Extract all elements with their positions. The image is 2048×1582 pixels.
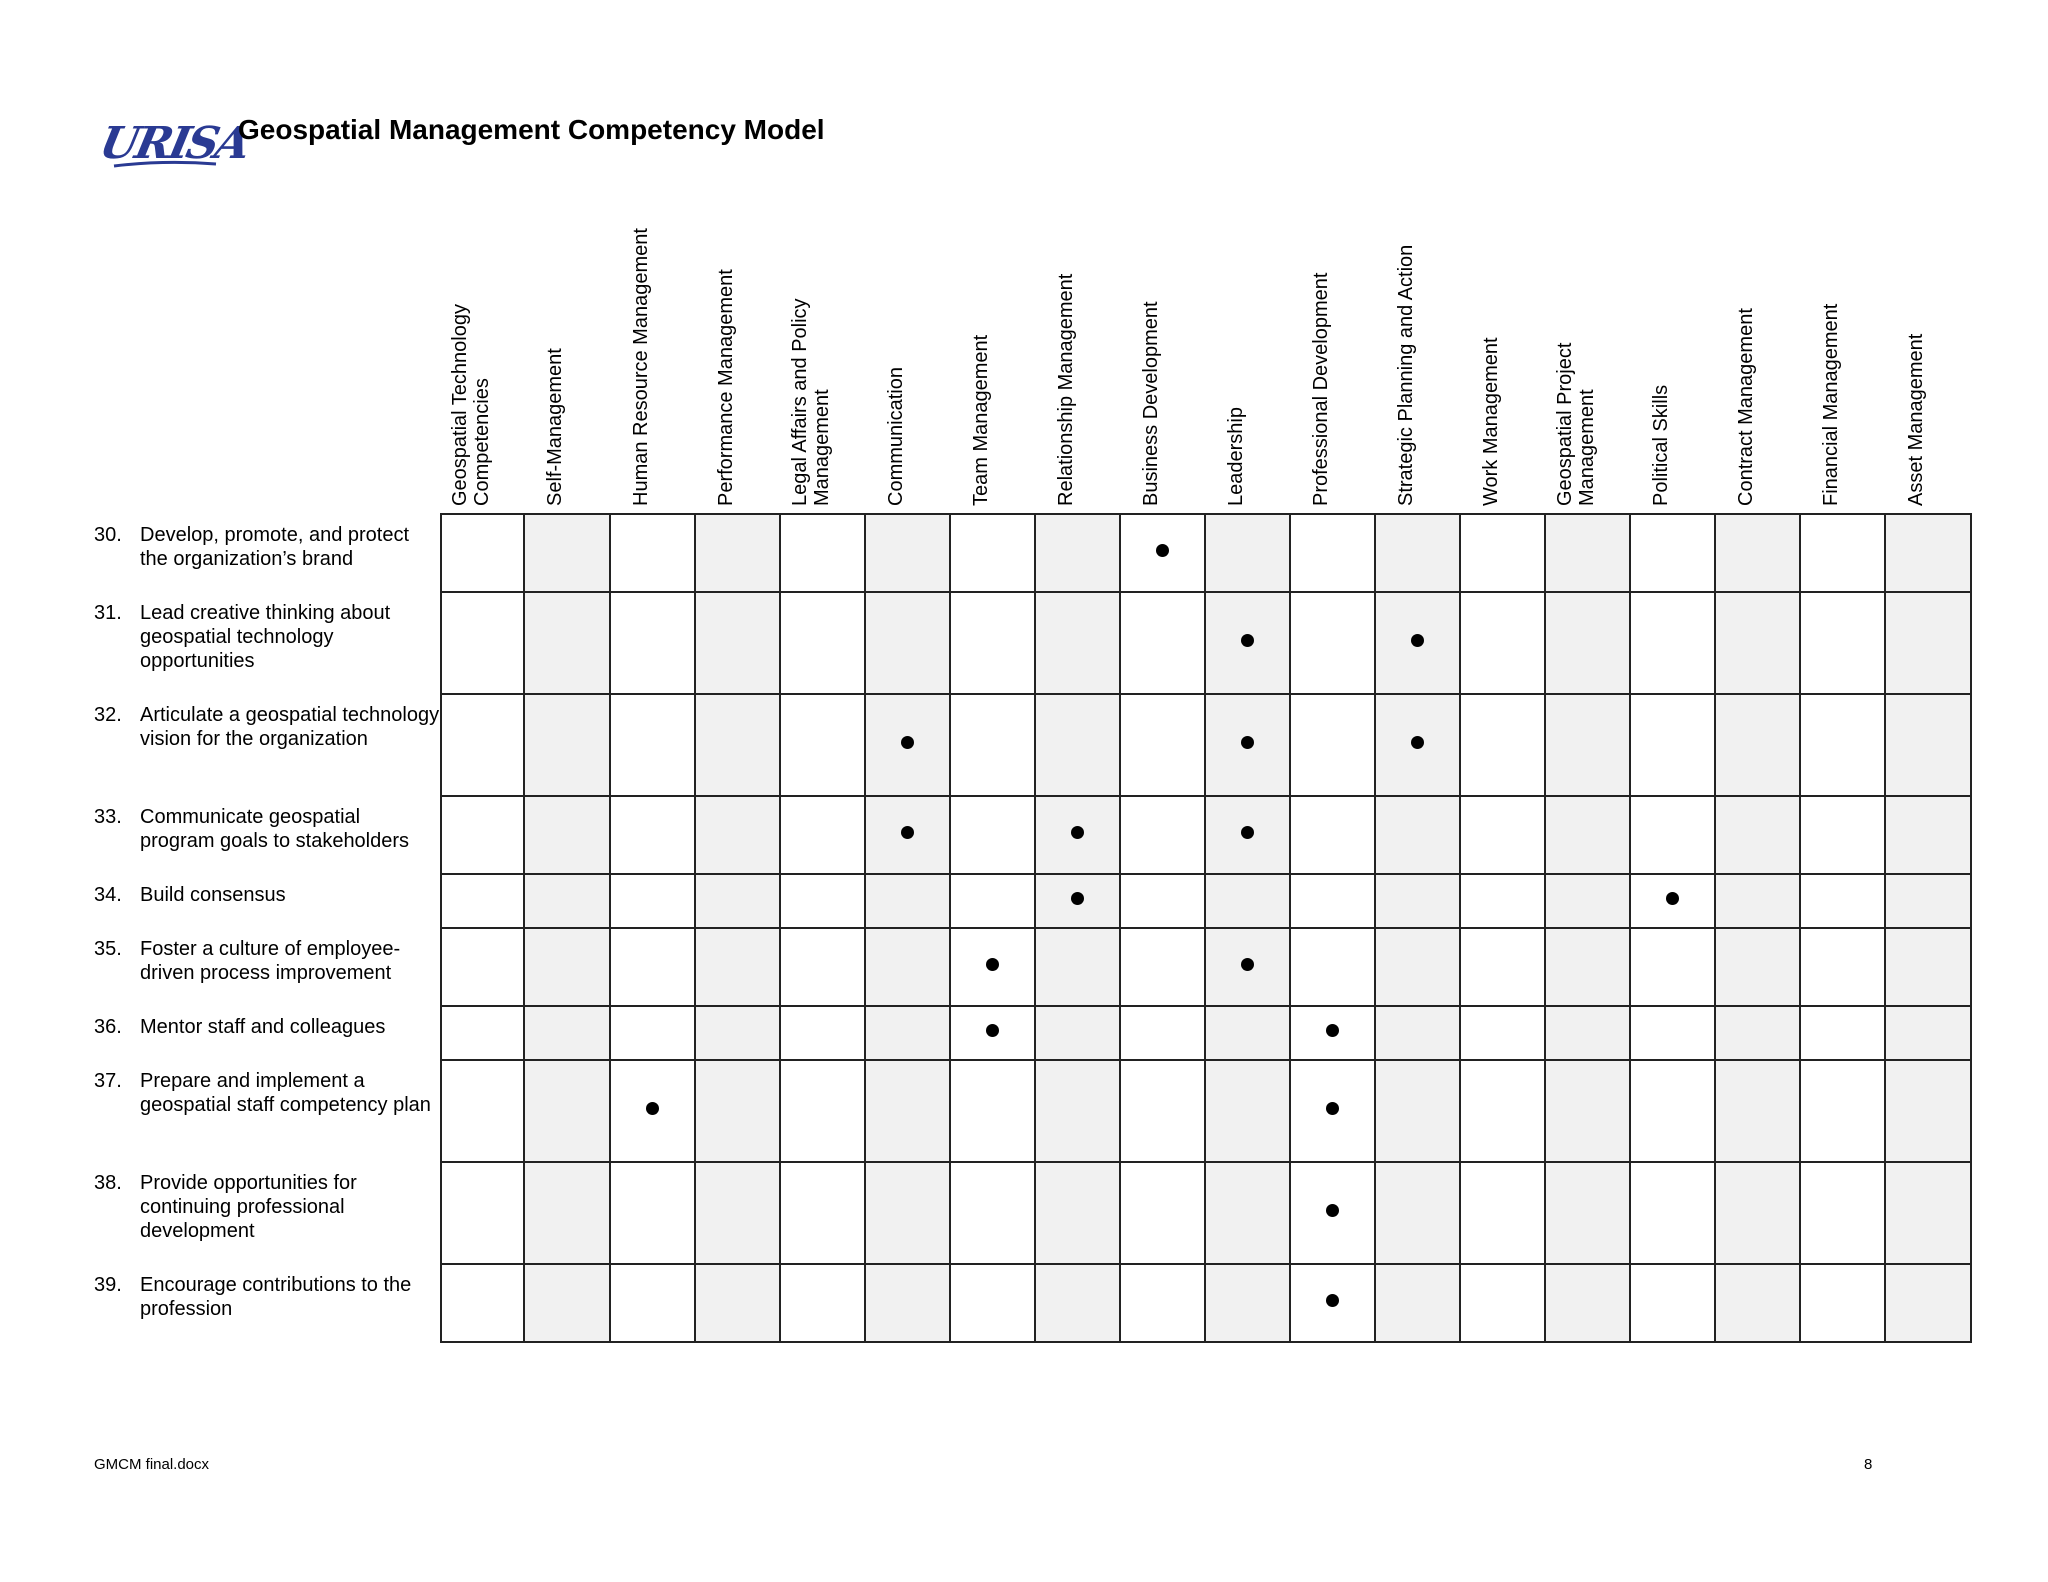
matrix-cell <box>1375 874 1460 928</box>
matrix-row <box>441 1060 1971 1162</box>
matrix-cell <box>1035 694 1120 796</box>
column-header-label: Asset Management <box>1905 333 1927 506</box>
matrix-cell <box>610 796 695 874</box>
matrix-cell <box>1800 874 1885 928</box>
matrix-cell <box>1035 1264 1120 1342</box>
matrix-cell <box>1120 796 1205 874</box>
matrix-cell <box>1205 1006 1290 1060</box>
matrix-cell <box>524 1264 610 1342</box>
matrix-cell <box>1715 796 1800 874</box>
matrix-cell <box>1120 874 1205 928</box>
row-number: 37. <box>94 1070 122 1092</box>
matrix-cell <box>1460 928 1545 1006</box>
matrix-cell <box>441 1264 524 1342</box>
matrix-cell <box>1800 796 1885 874</box>
column-header-label: Self-Management <box>544 348 566 506</box>
competency-mark <box>1241 736 1254 749</box>
matrix-cell <box>1630 796 1715 874</box>
matrix-cell <box>1885 514 1971 592</box>
column-header-label: Work Management <box>1479 337 1502 506</box>
matrix-cell <box>1885 928 1971 1006</box>
column-header <box>1714 206 1799 506</box>
column-header-label: Professional Development <box>1309 272 1332 506</box>
matrix-cell <box>1290 874 1375 928</box>
column-headers <box>440 200 1968 506</box>
matrix-cell <box>950 1006 1035 1060</box>
matrix-cell <box>1205 1060 1290 1162</box>
matrix-cell <box>695 874 780 928</box>
row-number: 31. <box>94 602 122 624</box>
matrix-cell <box>950 1060 1035 1162</box>
matrix-cell <box>1205 1162 1290 1264</box>
column-header-label: Political Skills <box>1649 384 1672 506</box>
column-header-label: Contract Management <box>1734 308 1757 506</box>
matrix-cell <box>1375 514 1460 592</box>
matrix-cell <box>1290 514 1375 592</box>
matrix-cell <box>1630 592 1715 694</box>
competency-matrix <box>440 513 1972 1343</box>
column-header <box>1289 206 1374 506</box>
matrix-cell <box>1715 694 1800 796</box>
matrix-cell <box>780 874 865 928</box>
matrix-cell <box>1290 1060 1375 1162</box>
matrix-cell <box>1205 694 1290 796</box>
row-number: 32. <box>94 704 122 726</box>
matrix-cell <box>1120 1162 1205 1264</box>
matrix-cell <box>865 1060 950 1162</box>
matrix-cell <box>865 796 950 874</box>
matrix-cell <box>1460 694 1545 796</box>
matrix-cell <box>441 514 524 592</box>
matrix-cell <box>695 514 780 592</box>
matrix-cell <box>1885 592 1971 694</box>
column-header-label: Geospatial Project Management <box>1553 342 1598 506</box>
matrix-cell <box>1715 1162 1800 1264</box>
row-text: Communicate geospatial program goals to stakeholders <box>140 806 410 852</box>
matrix-cell <box>1885 874 1971 928</box>
column-header-label: Leadership <box>1224 407 1247 506</box>
matrix-cell <box>1205 874 1290 928</box>
column-header-label: Human Resource Management <box>629 228 652 506</box>
matrix-cell <box>865 1006 950 1060</box>
matrix-cell <box>441 874 524 928</box>
matrix-cell <box>1715 1006 1800 1060</box>
column-header-label: Team Management <box>969 334 992 506</box>
column-header-label: Business Development <box>1139 301 1162 506</box>
matrix-cell <box>1460 1006 1545 1060</box>
matrix-cell <box>1375 1264 1460 1342</box>
competency-mark <box>1411 634 1424 647</box>
matrix-cell <box>780 592 865 694</box>
matrix-cell <box>1715 592 1800 694</box>
column-header <box>440 206 523 506</box>
matrix-cell <box>1885 1162 1971 1264</box>
matrix-cell <box>1800 1264 1885 1342</box>
matrix-cell <box>695 1060 780 1162</box>
matrix-cell <box>1715 514 1800 592</box>
competency-mark <box>986 958 999 971</box>
column-header-label: Legal Affairs and Policy Management <box>788 298 833 506</box>
matrix-cell <box>1120 694 1205 796</box>
matrix-row <box>441 1264 1971 1342</box>
matrix-cell <box>610 1006 695 1060</box>
matrix-cell <box>1885 1264 1971 1342</box>
matrix-cell <box>1120 1060 1205 1162</box>
column-header <box>1034 206 1119 506</box>
matrix-cell <box>1120 928 1205 1006</box>
matrix-cell <box>865 694 950 796</box>
matrix-cell <box>1290 694 1375 796</box>
matrix-cell <box>1715 1060 1800 1162</box>
matrix-cell <box>610 514 695 592</box>
matrix-cell <box>1290 1162 1375 1264</box>
matrix-cell <box>1885 694 1971 796</box>
document-title: Geospatial Management Competency Model <box>238 114 825 145</box>
matrix-cell <box>441 592 524 694</box>
matrix-cell <box>1375 1060 1460 1162</box>
matrix-cell <box>1715 1264 1800 1342</box>
matrix-cell <box>610 694 695 796</box>
column-header <box>779 206 864 506</box>
urisa-logo-text: URISA <box>95 117 253 169</box>
competency-mark <box>1241 958 1254 971</box>
matrix-cell <box>610 874 695 928</box>
matrix-cell <box>1205 796 1290 874</box>
matrix-cell <box>865 1162 950 1264</box>
matrix-row <box>441 694 1971 796</box>
matrix-cell <box>1120 1264 1205 1342</box>
matrix-cell <box>441 796 524 874</box>
matrix-cell <box>1120 592 1205 694</box>
column-header-label: Geospatial Technology Competencies <box>448 304 493 506</box>
matrix-cell <box>950 928 1035 1006</box>
matrix-cell <box>610 1162 695 1264</box>
matrix-cell <box>950 514 1035 592</box>
matrix-cell <box>524 796 610 874</box>
matrix-cell <box>865 874 950 928</box>
matrix-row <box>441 928 1971 1006</box>
matrix-cell <box>1460 1060 1545 1162</box>
matrix-cell <box>1375 694 1460 796</box>
column-header <box>609 206 694 506</box>
row-number: 39. <box>94 1274 122 1296</box>
matrix-cell <box>1290 1264 1375 1342</box>
matrix-cell <box>1460 592 1545 694</box>
matrix-cell <box>441 694 524 796</box>
matrix-cell <box>1290 1006 1375 1060</box>
matrix-cell <box>695 1162 780 1264</box>
column-header <box>1884 206 1970 506</box>
row-text: Develop, promote, and protect the organization’s brand <box>140 524 410 570</box>
matrix-cell <box>1715 874 1800 928</box>
matrix-cell <box>695 592 780 694</box>
column-header <box>1544 206 1629 506</box>
matrix-cell <box>610 928 695 1006</box>
matrix-cell <box>441 1162 524 1264</box>
matrix-cell <box>1545 514 1630 592</box>
matrix-cell <box>524 1060 610 1162</box>
matrix-cell <box>865 1264 950 1342</box>
competency-mark <box>1326 1102 1339 1115</box>
matrix-cell <box>1035 514 1120 592</box>
matrix-cell <box>1545 1264 1630 1342</box>
matrix-row <box>441 592 1971 694</box>
column-header <box>1629 206 1714 506</box>
competency-mark <box>1241 826 1254 839</box>
competency-mark <box>646 1102 659 1115</box>
row-text: Build consensus <box>140 884 286 906</box>
matrix-cell <box>1205 592 1290 694</box>
matrix-cell <box>1885 796 1971 874</box>
matrix-cell <box>950 592 1035 694</box>
matrix-cell <box>1545 928 1630 1006</box>
matrix-cell <box>1375 1162 1460 1264</box>
matrix-cell <box>1545 1060 1630 1162</box>
matrix-cell <box>950 874 1035 928</box>
matrix-cell <box>1035 592 1120 694</box>
matrix-cell <box>865 928 950 1006</box>
column-header <box>694 206 779 506</box>
row-number: 33. <box>94 806 122 828</box>
matrix-cell <box>1460 1162 1545 1264</box>
column-header <box>523 206 609 506</box>
matrix-cell <box>1545 796 1630 874</box>
matrix-cell <box>780 1162 865 1264</box>
matrix-cell <box>780 1060 865 1162</box>
matrix-cell <box>1800 1006 1885 1060</box>
matrix-cell <box>1205 928 1290 1006</box>
matrix-row <box>441 514 1971 592</box>
column-header-label: Strategic Planning and Action <box>1394 244 1417 506</box>
column-header <box>1374 206 1459 506</box>
competency-mark <box>1326 1024 1339 1037</box>
matrix-cell <box>1205 1264 1290 1342</box>
matrix-cell <box>1630 928 1715 1006</box>
matrix-cell <box>1120 514 1205 592</box>
matrix-cell <box>1545 592 1630 694</box>
matrix-cell <box>1630 1264 1715 1342</box>
matrix-cell <box>1630 1006 1715 1060</box>
column-header <box>1204 206 1289 506</box>
matrix-cell <box>1375 592 1460 694</box>
matrix-cell <box>1035 1162 1120 1264</box>
row-text: Foster a culture of employee-driven process improvement <box>140 938 401 984</box>
matrix-cell <box>1545 694 1630 796</box>
matrix-cell <box>1035 796 1120 874</box>
matrix-cell <box>610 1060 695 1162</box>
matrix-cell <box>1800 928 1885 1006</box>
matrix-cell <box>695 1006 780 1060</box>
matrix-cell <box>1630 1162 1715 1264</box>
matrix-cell <box>1545 874 1630 928</box>
matrix-cell <box>441 928 524 1006</box>
matrix-cell <box>1885 1060 1971 1162</box>
matrix-cell <box>1460 514 1545 592</box>
matrix-cell <box>865 592 950 694</box>
matrix-cell <box>780 514 865 592</box>
matrix-cell <box>950 796 1035 874</box>
row-number: 30. <box>94 524 122 546</box>
matrix-cell <box>1800 514 1885 592</box>
matrix-cell <box>524 1006 610 1060</box>
competency-mark <box>1071 826 1084 839</box>
matrix-cell <box>1035 928 1120 1006</box>
matrix-cell <box>1630 514 1715 592</box>
column-header-label: Communication <box>884 367 907 506</box>
matrix-cell <box>524 694 610 796</box>
matrix-cell <box>780 796 865 874</box>
matrix-cell <box>950 694 1035 796</box>
column-header-label: Performance Management <box>714 269 737 506</box>
matrix-cell <box>610 1264 695 1342</box>
matrix-cell <box>1885 1006 1971 1060</box>
matrix-row <box>441 1162 1971 1264</box>
matrix-cell <box>441 1060 524 1162</box>
matrix-cell <box>780 1006 865 1060</box>
column-header <box>864 206 949 506</box>
matrix-row <box>441 796 1971 874</box>
column-header <box>1799 206 1884 506</box>
matrix-cell <box>524 514 610 592</box>
competency-mark <box>901 826 914 839</box>
column-header-label: Relationship Management <box>1054 273 1077 506</box>
row-text: Encourage contributions to the profession <box>140 1274 412 1320</box>
matrix-cell <box>1545 1162 1630 1264</box>
matrix-cell <box>780 928 865 1006</box>
matrix-cell <box>695 796 780 874</box>
competency-mark <box>1071 892 1084 905</box>
matrix-cell <box>1120 1006 1205 1060</box>
footer-filename: GMCM final.docx <box>94 1456 210 1473</box>
row-number: 34. <box>94 884 122 906</box>
matrix-row <box>441 1006 1971 1060</box>
matrix-cell <box>1290 592 1375 694</box>
matrix-cell <box>1800 1060 1885 1162</box>
competency-mark <box>1241 634 1254 647</box>
column-header <box>949 206 1034 506</box>
matrix-cell <box>780 1264 865 1342</box>
matrix-cell <box>1035 874 1120 928</box>
competency-mark <box>1326 1204 1339 1217</box>
row-number: 36. <box>94 1016 122 1038</box>
row-number: 35. <box>94 938 122 960</box>
matrix-cell <box>1375 1006 1460 1060</box>
matrix-cell <box>1035 1060 1120 1162</box>
matrix-cell <box>1460 874 1545 928</box>
matrix-cell <box>1290 796 1375 874</box>
matrix-cell <box>780 694 865 796</box>
matrix-cell <box>1035 1006 1120 1060</box>
matrix-cell <box>1630 694 1715 796</box>
matrix-cell <box>695 1264 780 1342</box>
matrix-cell <box>1375 796 1460 874</box>
matrix-cell <box>1460 796 1545 874</box>
matrix-cell <box>1715 928 1800 1006</box>
competency-mark <box>901 736 914 749</box>
matrix-cell <box>1630 1060 1715 1162</box>
row-number: 38. <box>94 1172 122 1194</box>
competency-mark <box>1411 736 1424 749</box>
page-number: 8 <box>1864 1456 1873 1473</box>
matrix-cell <box>1290 928 1375 1006</box>
row-text: Articulate a geospatial technology vision for the organization <box>140 704 440 750</box>
row-text: Prepare and implement a geospatial staff competency plan <box>140 1070 431 1116</box>
matrix-cell <box>524 592 610 694</box>
column-header-label: Financial Management <box>1819 303 1842 506</box>
column-header <box>1119 206 1204 506</box>
urisa-logo <box>94 100 253 174</box>
matrix-cell <box>524 874 610 928</box>
matrix-cell <box>524 928 610 1006</box>
matrix-cell <box>1375 928 1460 1006</box>
competency-mark <box>1326 1294 1339 1307</box>
column-header <box>1459 206 1544 506</box>
row-text: Lead creative thinking about geospatial technology opportunities <box>140 602 391 672</box>
matrix-cell <box>524 1162 610 1264</box>
row-text: Mentor staff and colleagues <box>140 1016 386 1038</box>
competency-mark <box>1666 892 1679 905</box>
row-text: Provide opportunities for continuing professional development <box>140 1172 357 1242</box>
matrix-cell <box>610 592 695 694</box>
matrix-cell <box>695 694 780 796</box>
competency-mark <box>986 1024 999 1037</box>
matrix-cell <box>441 1006 524 1060</box>
matrix-cell <box>1800 1162 1885 1264</box>
matrix-cell <box>865 514 950 592</box>
matrix-cell <box>695 928 780 1006</box>
matrix-cell <box>1800 592 1885 694</box>
matrix-cell <box>950 1264 1035 1342</box>
matrix-cell <box>950 1162 1035 1264</box>
matrix-cell <box>1460 1264 1545 1342</box>
matrix-cell <box>1545 1006 1630 1060</box>
matrix-row <box>441 874 1971 928</box>
matrix-cell <box>1630 874 1715 928</box>
competency-mark <box>1156 544 1169 557</box>
matrix-cell <box>1800 694 1885 796</box>
matrix-cell <box>1205 514 1290 592</box>
